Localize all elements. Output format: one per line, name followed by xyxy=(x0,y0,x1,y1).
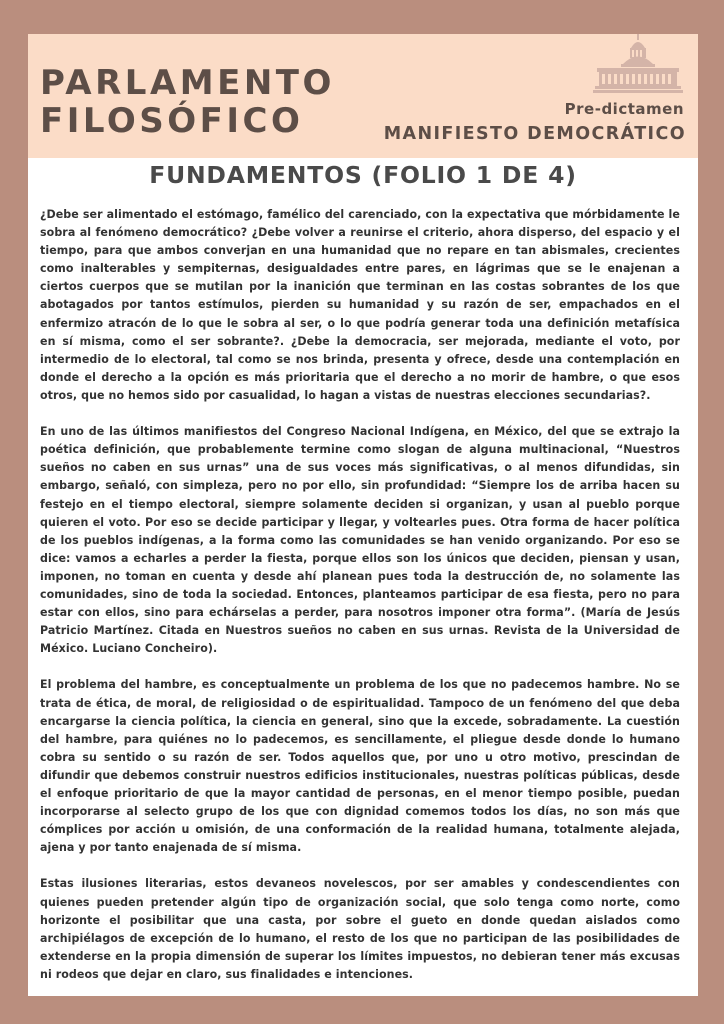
paragraph: En uno de las últimos manifiestos del Congreso Nacional Indígena, en México, del que se extrajo la poética definición, que probablemente termine como slogan de alguna multinacional, “Nuestros sueños no caben en sus urnas” una de sus voces más significativas, o al menos difundidas, sin embargo, señaló, con simpleza, pero no por ello, sin profundidad: “Siempre los de arriba hacen su festejo en el tiempo electoral, siempre solamente deciden si organizan, y usan al pueblo porque quieren el voto. Por eso se decide participar y llegar, y voltearles pues. Otra forma de hacer política de los pueblos indígenas, a la forma como las comunidades se han venido organizando. Por eso se dice: vamos a echarles a perder la fiesta, porque ellos son los únicos que deciden, piensan y usan, imponen, no toman en cuenta y desde ahí planean pues toda la destrucción de, no solamente las comunidades, sino de toda la sociedad. Entonces, planteamos participar de esa fiesta, pero no para estar con ellos, sino para echárselas a perder, para nosotros imponer otra forma”. (María de Jesús Patricio Martínez. Citada en Nuestros sueños no caben en sus urnas. Revista de la Universidad de México. Luciano Concheiro). xyxy=(40,425,680,656)
paragraph: El problema del hambre, es conceptualmente un problema de los que no padecemos hambre. No se trata de ética, de moral, de religiosidad o de espiritualidad. Tampoco de un fenómeno del que deba encargarse la ciencia política, la ciencia en general, sino que la excede, sobradamente. La cuestión del hambre, para quiénes no lo padecemos, es sencillamente, el pliegue desde donde lo humano cobra su sentido o su razón de ser. Todos aquellos que, por uno u otro motivo, prescindan de difundir que debemos construir nuestros edificios institucionales, nuestras políticas públicas, desde el enfoque prioritario de que la mayor cantidad de personas, en el menor tiempo posible, puedan incorporarse al selecto grupo de los que con dignidad comemos todos los días, no son más que cómplices por acción u omisión, de una conformación de la realidad humana, totalmente alejada, ajena y por tanto enajenada de sí misma. xyxy=(40,678,680,855)
body-text xyxy=(40,206,680,984)
paragraph: Estas ilusiones literarias, estos devaneos novelescos, por ser amables y condescendientes con quienes pueden pretender algún tipo de organización social, que solo tenga como norte, como horizonte el posibilitar que una casta, por sobre el gueto en donde quedan aislados como archipiélagos de excepción de lo humano, el resto de los que no participan de las posibilidades de extenderse en la propia dimensión de superar los límites impuestos, no debieran tener más excusas ni rodeos que dejar en claro, sus finalidades e intenciones. xyxy=(40,877,680,981)
title-line-2: FILOSÓFICO xyxy=(40,101,304,141)
section-heading: FUNDAMENTOS (FOLIO 1 DE 4) xyxy=(149,161,577,189)
title-line-1: PARLAMENTO xyxy=(40,63,335,103)
paragraph: ¿Debe ser alimentado el estómago, famélico del carenciado, con la expectativa que mórbidamente le sobra al fenómeno democrático? ¿Debe volver a reunirse el criterio, ahora disperso, del espacio y el tiempo, para que ambos converjan en una humanidad que no repare en tan abismales, crecientes como inalterables y sempiternas, desigualdades entre pares, en lágrimas que se le enajenan a ciertos cuerpos que se mutilan por la inanición que terminan en las costas sobrantes de los que abotagados por tantos estímulos, pierden su humanidad y su razón de ser, empachados en el enfermizo atracón de lo que le sobra al ser, o lo que podría generar toda una definición metafísica en sí misma, como el ser sobrante?. ¿Debe la democracia, ser mejorada, mediante el voto, por intermedio de lo electoral, tal como se nos brinda, presenta y ofrece, desde una contemplación en donde el derecho a la opción es más prioritaria que el derecho a no morir de hambre, o que esos otros, que no hemos sido por casualidad, lo hagan a vistas de nuestras elecciones secundarias?. xyxy=(40,208,680,402)
page-title xyxy=(40,64,335,140)
subtitle: Pre-dictamen xyxy=(564,100,684,118)
document-page xyxy=(28,34,698,996)
capitol-building-icon xyxy=(593,34,683,98)
document-type: MANIFIESTO DEMOCRÁTICO xyxy=(383,124,686,144)
header-band xyxy=(28,34,698,158)
